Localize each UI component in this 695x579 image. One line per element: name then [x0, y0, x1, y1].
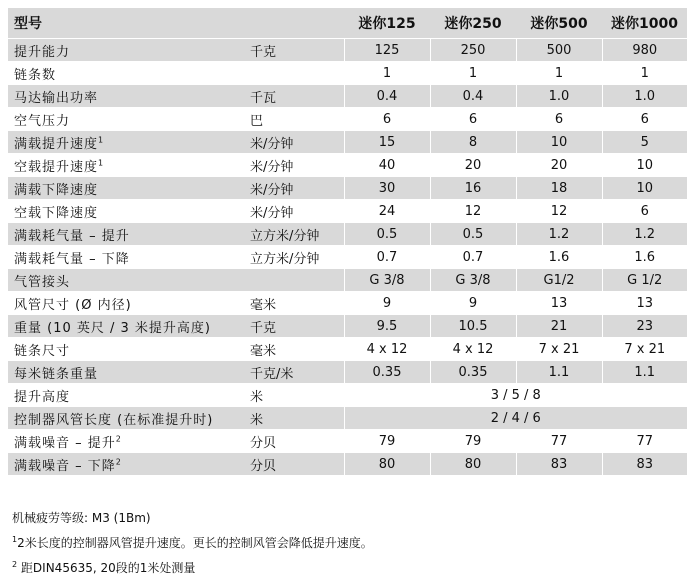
cell-value: 6	[516, 108, 602, 131]
row-unit: 千克	[244, 39, 344, 62]
spec-body	[8, 39, 687, 476]
row-span-value: 3 / 5 / 8	[344, 384, 687, 407]
cell-value: 6	[430, 108, 516, 131]
header-model-125: 迷你125	[344, 8, 430, 39]
row-label-text: 满载下降速度	[14, 182, 99, 198]
row-unit: 米/分钟	[244, 200, 344, 223]
row-label	[8, 154, 244, 177]
cell-value: 1	[430, 62, 516, 85]
row-unit: 千克	[244, 315, 344, 338]
cell-value: 0.4	[430, 85, 516, 108]
cell-value: G 3/8	[430, 269, 516, 292]
cell-value: 77	[602, 430, 687, 453]
table-row	[8, 384, 687, 407]
table-row	[8, 453, 687, 476]
row-unit	[244, 269, 344, 292]
cell-value: 1	[344, 62, 430, 85]
cell-value: 77	[516, 430, 602, 453]
row-label-text: 满载噪音 – 提升	[14, 435, 116, 451]
cell-value: 7 x 21	[602, 338, 687, 361]
cell-value: 1.0	[516, 85, 602, 108]
footnote-mark: 2	[115, 457, 122, 467]
table-row	[8, 200, 687, 223]
cell-value: 79	[344, 430, 430, 453]
row-label	[8, 223, 244, 246]
row-label	[8, 315, 244, 338]
cell-value: 1.2	[516, 223, 602, 246]
cell-value: 5	[602, 131, 687, 154]
footnote-2-mark: 2	[12, 560, 18, 569]
cell-value: 1.2	[602, 223, 687, 246]
row-unit	[244, 62, 344, 85]
cell-value: G 3/8	[344, 269, 430, 292]
cell-value: 20	[430, 154, 516, 177]
row-unit: 立方米/分钟	[244, 246, 344, 269]
cell-value: 13	[602, 292, 687, 315]
cell-value: 1.1	[602, 361, 687, 384]
table-row	[8, 269, 687, 292]
cell-value: 6	[602, 200, 687, 223]
row-unit: 千瓦	[244, 85, 344, 108]
cell-value: 0.7	[430, 246, 516, 269]
cell-value: 20	[516, 154, 602, 177]
cell-value: 0.5	[430, 223, 516, 246]
table-row	[8, 315, 687, 338]
cell-value: 9.5	[344, 315, 430, 338]
row-label	[8, 269, 244, 292]
cell-value: 10.5	[430, 315, 516, 338]
row-label	[8, 430, 244, 453]
cell-value: 4 x 12	[344, 338, 430, 361]
row-label-text: 控制器风管长度 (在标准提升时)	[14, 412, 214, 428]
row-label	[8, 177, 244, 200]
row-unit: 毫米	[244, 338, 344, 361]
row-label	[8, 108, 244, 131]
cell-value: 1.0	[602, 85, 687, 108]
row-label-text: 空载下降速度	[14, 205, 99, 221]
row-label-text: 链条数	[14, 67, 57, 83]
table-row	[8, 246, 687, 269]
row-unit: 米/分钟	[244, 131, 344, 154]
cell-value: 15	[344, 131, 430, 154]
cell-value: 1	[516, 62, 602, 85]
row-label	[8, 131, 244, 154]
cell-value: 12	[516, 200, 602, 223]
cell-value: 40	[344, 154, 430, 177]
header-title: 型号	[8, 8, 344, 39]
row-unit: 分贝	[244, 430, 344, 453]
cell-value: 18	[516, 177, 602, 200]
cell-value: 10	[602, 177, 687, 200]
table-row	[8, 407, 687, 430]
cell-value: 0.5	[344, 223, 430, 246]
table-row	[8, 292, 687, 315]
row-label	[8, 246, 244, 269]
row-unit: 米/分钟	[244, 177, 344, 200]
row-unit: 米	[244, 384, 344, 407]
header-model-250: 迷你250	[430, 8, 516, 39]
cell-value: 8	[430, 131, 516, 154]
footnote-mark: 1	[98, 135, 105, 145]
row-label-text: 每米链条重量	[14, 366, 99, 382]
row-unit: 米/分钟	[244, 154, 344, 177]
footnote-mark: 2	[115, 434, 122, 444]
row-label	[8, 292, 244, 315]
cell-value: 0.35	[344, 361, 430, 384]
cell-value: 10	[516, 131, 602, 154]
row-span-value: 2 / 4 / 6	[344, 407, 687, 430]
cell-value: 21	[516, 315, 602, 338]
footnote-mark: 1	[98, 158, 105, 168]
row-label-text: 风管尺寸 (Ø 内径)	[14, 297, 132, 313]
cell-value: 6	[344, 108, 430, 131]
spec-table	[8, 8, 687, 476]
cell-value: 23	[602, 315, 687, 338]
cell-value: 6	[602, 108, 687, 131]
row-label-text: 满载耗气量 – 提升	[14, 228, 130, 244]
row-label-text: 满载噪音 – 下降	[14, 458, 116, 474]
cell-value: 500	[516, 39, 602, 62]
table-row	[8, 338, 687, 361]
cell-value: 0.7	[344, 246, 430, 269]
cell-value: 1.6	[516, 246, 602, 269]
cell-value: 1.1	[516, 361, 602, 384]
row-label	[8, 384, 244, 407]
row-unit: 毫米	[244, 292, 344, 315]
row-label-text: 重量 (10 英尺 / 3 米提升高度)	[14, 320, 211, 336]
table-row	[8, 62, 687, 85]
cell-value: 250	[430, 39, 516, 62]
row-unit: 千克/米	[244, 361, 344, 384]
cell-value: 79	[430, 430, 516, 453]
row-label-text: 满载耗气量 – 下降	[14, 251, 130, 267]
cell-value: 9	[344, 292, 430, 315]
footnote-1-text: 2米长度的控制器风管提升速度。更长的控制风管会降低提升速度。	[17, 536, 373, 550]
row-unit: 立方米/分钟	[244, 223, 344, 246]
row-label	[8, 62, 244, 85]
table-row	[8, 361, 687, 384]
footnote-1	[12, 529, 373, 554]
row-label-text: 马达输出功率	[14, 90, 99, 106]
cell-value: G1/2	[516, 269, 602, 292]
row-label	[8, 453, 244, 476]
row-label-text: 空气压力	[14, 113, 71, 129]
row-label-text: 满载提升速度	[14, 136, 99, 152]
header-model-1000: 迷你1000	[602, 8, 687, 39]
table-row	[8, 39, 687, 62]
cell-value: 4 x 12	[430, 338, 516, 361]
row-unit: 米	[244, 407, 344, 430]
table-row	[8, 85, 687, 108]
table-row	[8, 223, 687, 246]
row-label-text: 气管接头	[14, 274, 71, 290]
cell-value: 0.4	[344, 85, 430, 108]
fatigue-class-note: 机械疲劳等级: M3 (1Bm)	[12, 511, 151, 525]
cell-value: 9	[430, 292, 516, 315]
row-label	[8, 338, 244, 361]
table-row	[8, 430, 687, 453]
footnote-2-text: 距DIN45635, 20段的1米处测量	[20, 561, 196, 575]
cell-value: 13	[516, 292, 602, 315]
cell-value: 1.6	[602, 246, 687, 269]
cell-value: 80	[430, 453, 516, 476]
cell-value: 30	[344, 177, 430, 200]
row-label-text: 链条尺寸	[14, 343, 71, 359]
cell-value: 16	[430, 177, 516, 200]
cell-value: G 1/2	[602, 269, 687, 292]
cell-value: 980	[602, 39, 687, 62]
row-label	[8, 200, 244, 223]
cell-value: 24	[344, 200, 430, 223]
row-label-text: 提升能力	[14, 44, 71, 60]
row-label	[8, 407, 244, 430]
footnote-1-mark: 1	[12, 535, 18, 544]
table-row	[8, 177, 687, 200]
cell-value: 12	[430, 200, 516, 223]
header-model-500: 迷你500	[516, 8, 602, 39]
row-unit: 巴	[244, 108, 344, 131]
table-row	[8, 108, 687, 131]
table-row	[8, 131, 687, 154]
cell-value: 83	[516, 453, 602, 476]
footnote-2	[12, 554, 373, 579]
notes	[12, 508, 373, 579]
row-label	[8, 361, 244, 384]
header-row	[8, 8, 687, 39]
row-label	[8, 85, 244, 108]
cell-value: 7 x 21	[516, 338, 602, 361]
row-unit: 分贝	[244, 453, 344, 476]
row-label	[8, 39, 244, 62]
table-row	[8, 154, 687, 177]
cell-value: 10	[602, 154, 687, 177]
row-label-text: 提升高度	[14, 389, 71, 405]
cell-value: 83	[602, 453, 687, 476]
row-label-text: 空载提升速度	[14, 159, 99, 175]
cell-value: 80	[344, 453, 430, 476]
cell-value: 1	[602, 62, 687, 85]
cell-value: 125	[344, 39, 430, 62]
cell-value: 0.35	[430, 361, 516, 384]
